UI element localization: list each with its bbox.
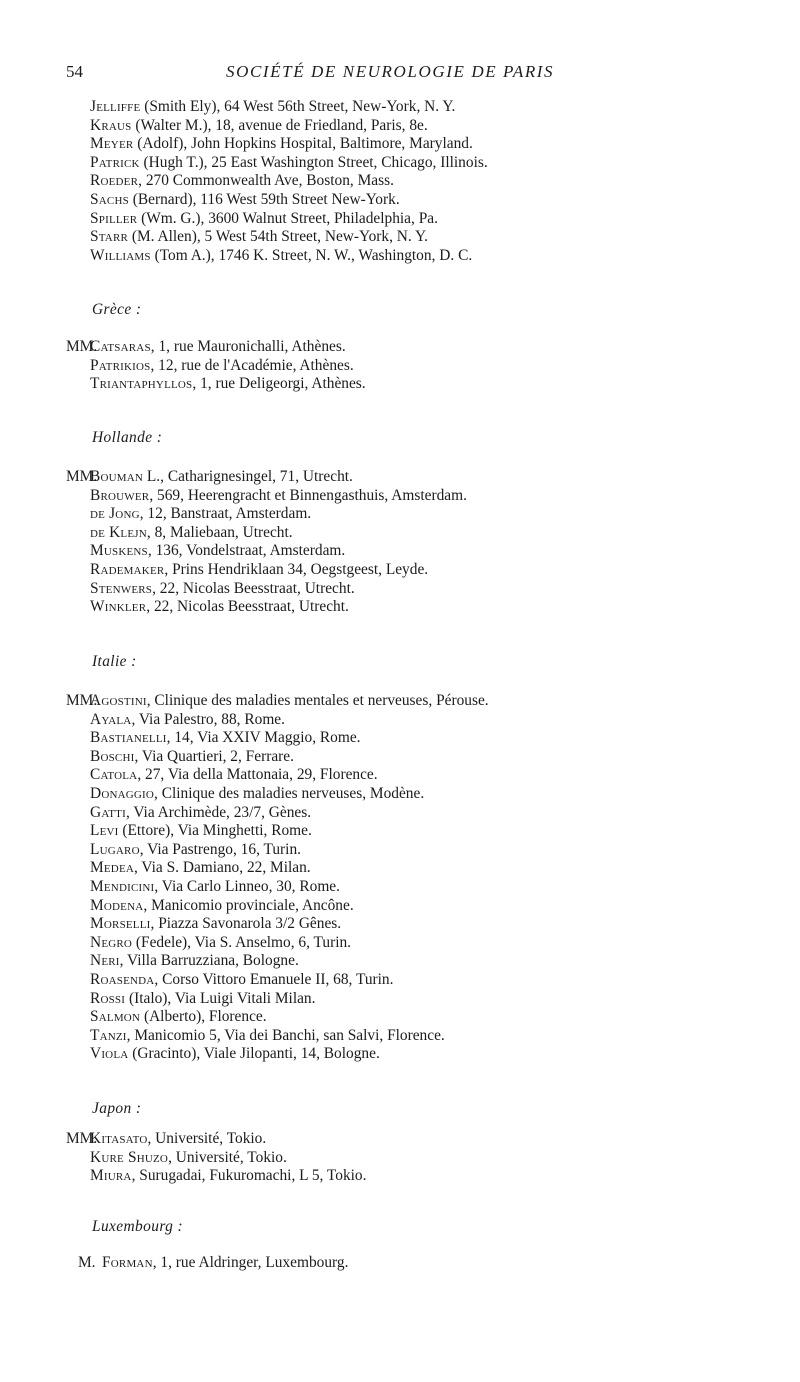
list-item: Gatti, Via Archimède, 23/7, Gènes. — [90, 803, 312, 821]
grece-list — [66, 338, 790, 394]
country-heading-grece: Grèce : — [92, 301, 142, 318]
running-title: SOCIÉTÉ DE NEUROLOGIE DE PARIS — [226, 62, 555, 81]
list-item: Negro (Fedele), Via S. Anselmo, 6, Turin. — [90, 933, 352, 951]
list-item: Boschi, Via Quartieri, 2, Ferrare. — [90, 747, 294, 765]
list-item: Mendicini, Via Carlo Linneo, 30, Rome. — [90, 877, 340, 895]
list-item: Starr (M. Allen), 5 West 54th Street, New-York, N. Y. — [90, 228, 429, 246]
mm-prefix: MM. — [66, 468, 98, 485]
list-item: Tanzi, Manicomio 5, Via dei Banchi, san Salvi, Florence. — [90, 1026, 445, 1044]
list-item: Kure Shuzo, Université, Tokio. — [90, 1148, 287, 1166]
list-item: Winkler, 22, Nicolas Beesstraat, Utrecht. — [90, 598, 349, 616]
hollande-list — [66, 468, 790, 617]
list-item: Neri, Villa Barruzziana, Bologne. — [90, 952, 299, 970]
mm-prefix: MM. — [66, 338, 98, 355]
list-item: Stenwers, 22, Nicolas Beesstraat, Utrecht. — [90, 579, 355, 597]
list-item: Catola, 27, Via della Mattonaia, 29, Florence. — [90, 766, 378, 784]
usa-continued-list — [66, 98, 790, 265]
luxembourg-list — [78, 1254, 800, 1273]
country-heading-hollande: Hollande : — [92, 429, 163, 446]
list-item: Muskens, 136, Vondelstraat, Amsterdam. — [90, 542, 346, 560]
list-item: Sachs (Bernard), 116 West 59th Street New-York. — [90, 190, 400, 208]
list-item: Roeder, 270 Commonwealth Ave, Boston, Mass. — [90, 172, 394, 190]
country-heading-luxembourg: Luxembourg : — [92, 1218, 184, 1235]
page-number: 54 — [66, 62, 83, 81]
list-item: Rossi (Italo), Via Luigi Vitali Milan. — [90, 989, 316, 1007]
list-item: Brouwer, 569, Heerengracht et Binnengasthuis, Amsterdam. — [90, 486, 467, 504]
list-item: Triantaphyllos, 1, rue Deligeorgi, Athènes. — [90, 375, 366, 393]
list-item: Patrikios, 12, rue de l'Académie, Athènes. — [90, 356, 354, 374]
list-item: Donaggio, Clinique des maladies nerveuses, Modène. — [90, 784, 425, 802]
m-prefix: M. — [78, 1254, 96, 1271]
list-item: Spiller (Wm. G.), 3600 Walnut Street, Philadelphia, Pa. — [90, 209, 438, 227]
country-heading-italie: Italie : — [92, 653, 137, 670]
list-item: Miura, Surugadai, Fukuromachi, L 5, Tokio. — [90, 1167, 367, 1185]
list-item: Levi (Ettore), Via Minghetti, Rome. — [90, 822, 312, 840]
country-heading-japon: Japon : — [92, 1100, 142, 1117]
mm-prefix: MM. — [66, 1130, 98, 1147]
list-item: Roasenda, Corso Vittoro Emanuele II, 68, Turin. — [90, 970, 394, 988]
list-item: Lugaro, Via Pastrengo, 16, Turin. — [90, 840, 301, 858]
list-item: Kitasato, Université, Tokio. — [90, 1130, 267, 1147]
page-header — [66, 62, 786, 86]
list-item: Meyer (Adolf), John Hopkins Hospital, Baltimore, Maryland. — [90, 135, 473, 153]
italie-list — [66, 692, 790, 1064]
list-item: Bastianelli, 14, Via XXIV Maggio, Rome. — [90, 729, 361, 747]
japon-list — [66, 1130, 790, 1186]
list-item: Catsaras, 1, rue Mauronichalli, Athènes. — [90, 338, 346, 355]
list-item: Salmon (Alberto), Florence. — [90, 1008, 267, 1026]
list-item: Williams (Tom A.), 1746 K. Street, N. W., Washington, D. C. — [90, 246, 473, 264]
list-item: Medea, Via S. Damiano, 22, Milan. — [90, 859, 311, 877]
list-item: de Klejn, 8, Maliebaan, Utrecht. — [90, 523, 293, 541]
list-item: Rademaker, Prins Hendriklaan 34, Oegstgeest, Leyde. — [90, 560, 429, 578]
list-item: Kraus (Walter M.), 18, avenue de Friedland, Paris, 8e. — [90, 116, 428, 134]
list-item: Bouman L., Catharignesingel, 71, Utrecht. — [90, 468, 353, 485]
list-item: Agostini, Clinique des maladies mentales et nerveuses, Pérouse. — [90, 692, 489, 709]
list-item: Jelliffe (Smith Ely), 64 West 56th Street, New-York, N. Y. — [90, 98, 456, 115]
list-item: Ayala, Via Palestro, 88, Rome. — [90, 710, 285, 728]
list-item: de Jong, 12, Banstraat, Amsterdam. — [90, 505, 312, 523]
list-item: Modena, Manicomio provinciale, Ancône. — [90, 896, 354, 914]
mm-prefix: MM. — [66, 692, 98, 709]
list-item: Viola (Gracinto), Viale Jilopanti, 14, Bologne. — [90, 1045, 380, 1063]
list-item: Forman, 1, rue Aldringer, Luxembourg. — [102, 1254, 349, 1271]
list-item: Morselli, Piazza Savonarola 3/2 Gênes. — [90, 915, 342, 933]
list-item: Patrick (Hugh T.), 25 East Washington Street, Chicago, Illinois. — [90, 153, 488, 171]
